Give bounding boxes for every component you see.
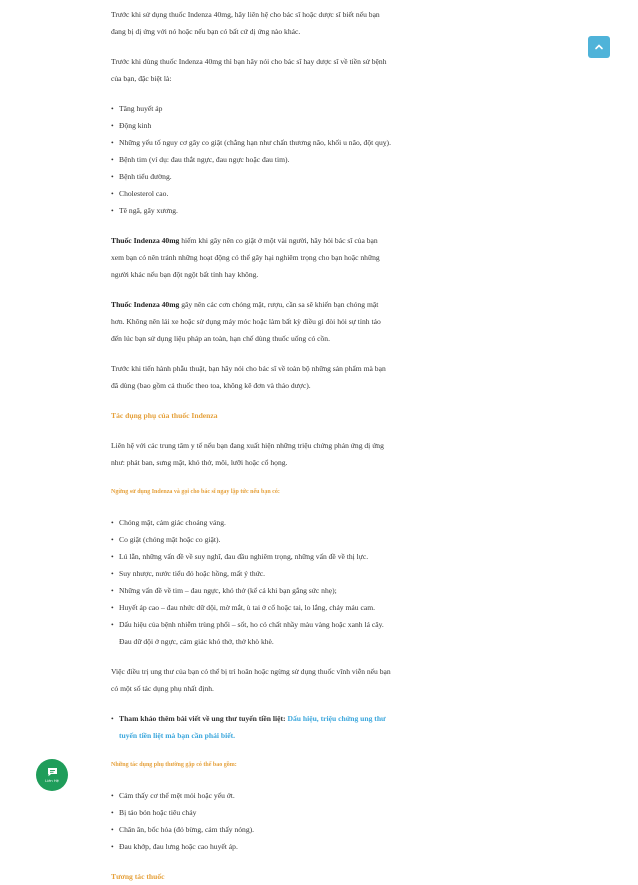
list-item: • Bệnh tim (ví dụ: đau thắt ngực, đau ngực hoặc đau tim). [111,151,391,168]
scroll-to-top-button[interactable] [588,36,610,58]
paragraph-allergy-reaction: Liên hệ với các trung tâm y tế nếu bạn đang xuất hiện những triệu chứng phản ứng dị ứng như: phát ban, sưng mặt, khó thở, môi, lưỡi hoặc cổ họng. [111,441,384,467]
common-effects-list [111,787,391,855]
list-item: • Huyết áp cao – đau nhức dữ dội, mờ mắt, ù tai ở cổ hoặc tai, lo lắng, chảy máu cam. [111,599,391,616]
paragraph-surgery: Trước khi tiến hành phẫu thuật, bạn hãy nói cho bác sĩ về toàn bộ những sản phẩm mà bạn đã dùng (bao gồm cả thuốc theo toa, không kê đơn và thảo dược). [111,364,386,390]
list-item: • Lú lẫn, những vấn đề về suy nghĩ, đau đầu nghiêm trọng, những vấn đề về thị lực. [111,548,391,565]
list-item: • Co giật (chóng mặt hoặc co giật). [111,531,391,548]
heading-stop-use: Ngừng sử dụng Indenza và gọi cho bác sĩ ngay lập tức nếu bạn có: [111,489,280,495]
list-item: • Suy nhược, nước tiểu đỏ hoặc hồng, mất ý thức. [111,565,391,582]
chat-label: Liên Hệ [45,778,59,783]
paragraph-allergy: Trước khi sử dụng thuốc Indenza 40mg, hãy liên hệ cho bác sĩ hoặc dược sĩ biết nếu bạn đang bị dị ứng với nó hoặc nếu bạn có bất cứ dị ứng nào khác. [111,10,380,36]
paragraph-text: hiếm khi gây nên co giật ở một vài người, hãy hỏi bác sĩ của bạn xem bạn có nên tránh những hoạt động có thể gây hại nghiêm trọng cho bạn hoặc những người khác nếu bạn đột ngột bất tỉnh hay không. [111,236,380,279]
list-item: • Bị táo bón hoặc tiêu chảy [111,804,391,821]
paragraph-history: Trước khi dùng thuốc Indenza 40mg thì bạn hãy nói cho bác sĩ hay dược sĩ về tiền sử bệnh của bạn, đặc biệt là: [111,57,387,83]
list-item: • Dấu hiệu của bệnh nhiễm trùng phổi – sốt, ho có chất nhầy màu vàng hoặc xanh lá cây. Đau dữ dội ở ngực, cảm giác khó thở, thở khò khè. [111,616,391,650]
paragraph-dizziness [111,296,391,347]
stop-use-list [111,514,391,650]
list-item: • Tăng huyết áp [111,100,391,117]
chat-icon [47,767,58,777]
list-item: • Bệnh tiểu đường. [111,168,391,185]
heading-interactions: Tương tác thuốc [111,872,165,881]
drug-name: Thuốc Indenza 40mg [111,236,180,245]
paragraph-text: gây nên các cơn chóng mặt, rượu, cần sa sẽ khiến bạn chóng mặt hơn. Không nên lái xe hoặc sử dụng máy móc hoặc làm bất kỳ điều gì đòi hỏi sự tỉnh táo đến lúc bạn sử dụng liệu pháp an toàn, hạn chế dùng thuốc uống có cồn. [111,300,381,343]
drug-name: Thuốc Indenza 40mg [111,300,180,309]
heading-common-effects: Những tác dụng phụ thường gặp có thể bao gồm: [111,762,237,768]
list-item: • Cholesterol cao. [111,185,391,202]
list-item: • Những vấn đề về tim – đau ngực, khó thở (kể cả khi bạn gắng sức nhẹ); [111,582,391,599]
reference-prefix: Tham khảo thêm bài viết về ung thư tuyến tiền liệt: [119,714,288,723]
list-item: • Tê ngã, gãy xương. [111,202,391,219]
paragraph-treatment-delay: Việc điều trị ung thư của bạn có thể bị trì hoãn hoặc ngừng sử dụng thuốc vĩnh viễn nếu bạn có một số tác dụng phụ nhất định. [111,667,391,693]
paragraph-seizure [111,232,391,283]
history-list [111,100,391,219]
list-item: • Chóng mặt, cảm giác choáng váng. [111,514,391,531]
list-item: • Chân ăn, bốc hỏa (đỏ bừng, cảm thấy nóng). [111,821,391,838]
article-body [111,0,391,885]
list-item: • Động kinh [111,117,391,134]
reference-list [111,710,391,744]
reference-item [111,710,391,744]
reference-link[interactable]: Dấu hiệu, triệu chứng ung thư tuyến tiền liệt mà bạn cần phải biết. [119,714,386,740]
list-item: • Đau khớp, đau lưng hoặc cao huyết áp. [111,838,391,855]
list-item: • Những yếu tố nguy cơ gây co giật (chẳng hạn như chấn thương não, khối u não, đột quỵ). [111,134,391,151]
list-item: • Cảm thấy cơ thể mệt mỏi hoặc yếu ớt. [111,787,391,804]
heading-side-effects: Tác dụng phụ của thuốc Indenza [111,411,218,420]
contact-chat-button[interactable] [36,759,68,791]
chevron-up-icon [594,42,604,52]
